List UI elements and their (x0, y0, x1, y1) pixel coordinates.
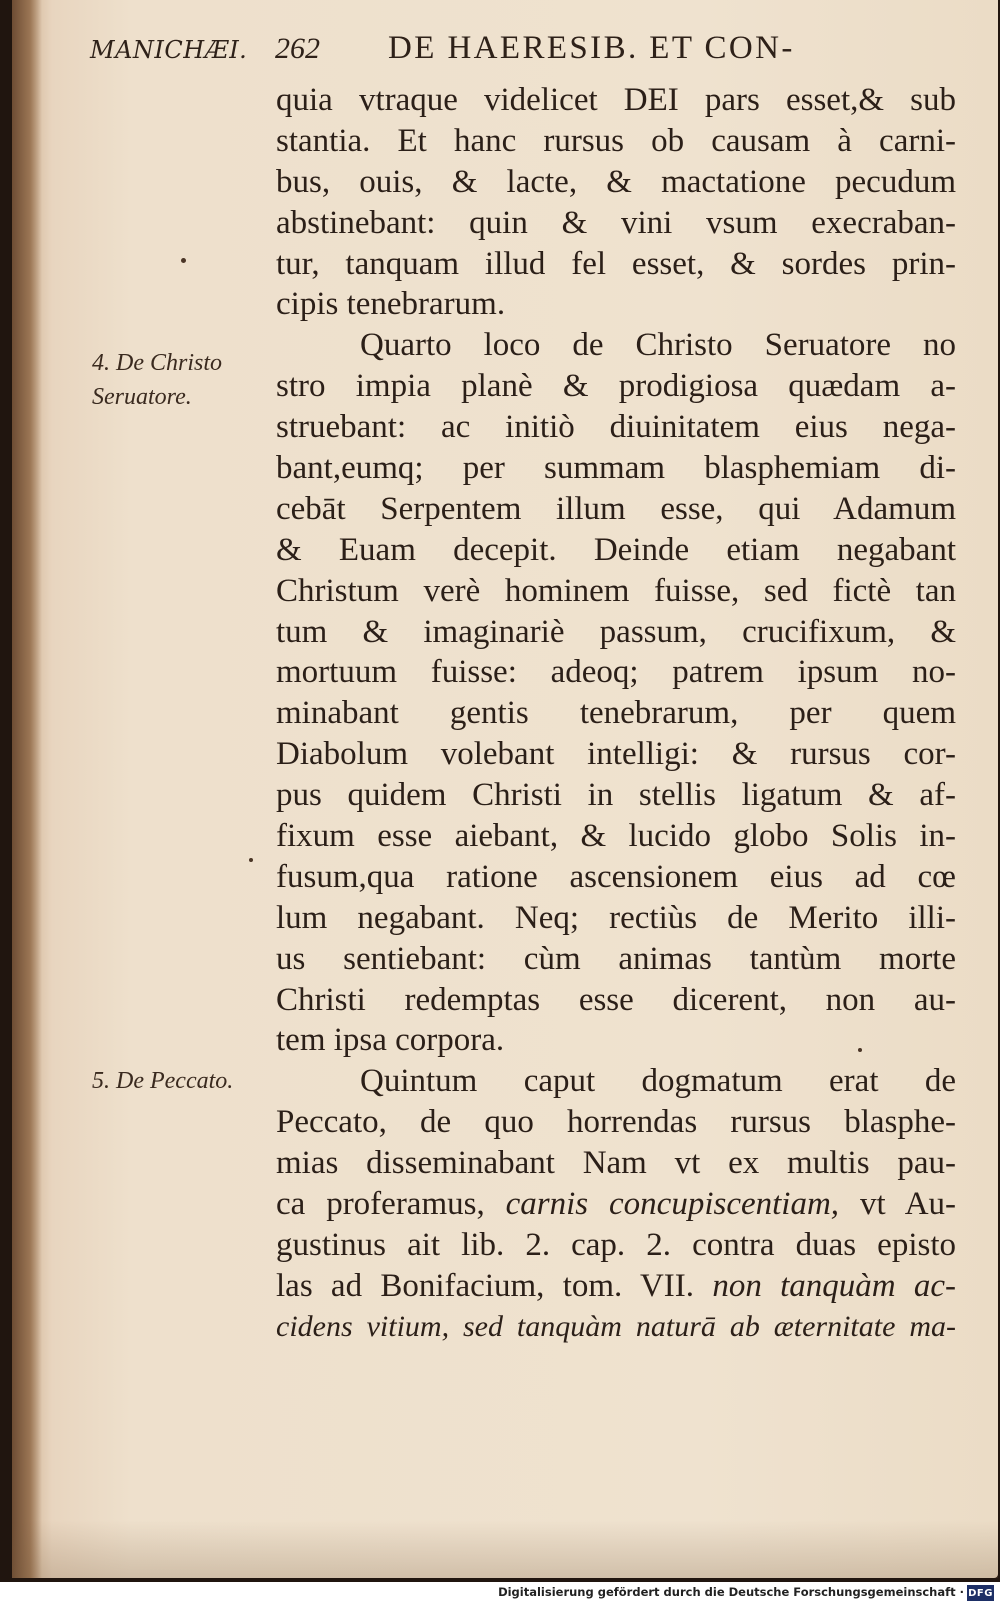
text-line: mias disseminabant Nam vt ex multis pau- (276, 1145, 956, 1182)
margin-note-peccato (92, 1064, 233, 1098)
paragraph-1 (276, 80, 956, 325)
ink-speck (249, 858, 253, 862)
text-line: Quarto loco de Christo Seruatore no (360, 327, 956, 364)
text-run: ca proferamus, (276, 1186, 485, 1223)
text-run: las ad Bonifacium, tom. VII. (276, 1267, 695, 1304)
text-line: bant,eumq; per summam blasphemiam di- (276, 450, 956, 487)
text-line: & Euam decepit. Deinde etiam negabant (276, 531, 956, 568)
text-line: lum negabant. Neq; rectiùs de Merito illi- (276, 899, 956, 936)
text-line: cipis tenebrarum. (276, 286, 506, 323)
running-head (90, 30, 970, 74)
paragraph-3 (276, 1061, 956, 1347)
text-line: us sentiebant: cùm animas tantùm morte (276, 940, 956, 977)
text-line: quia vtraque videlicet DEI pars esset,& sub (276, 82, 956, 118)
margin-note-line: Seruatore. (92, 384, 192, 410)
italic-quote-line: cidens vitium, sed tanquàm naturā ab æternitate ma- (276, 1309, 956, 1343)
text-line: Diabolum volebant intelligi: & rursus cor- (276, 736, 956, 773)
running-head-title: DE HAERESIB. ET CON- (388, 30, 795, 66)
text-line: cebāt Serpentem illum esse, qui Adamum (276, 490, 956, 527)
text-line: Christum verè hominem fuisse, sed fictè tan (276, 572, 956, 609)
footer-credit: Digitalisierung gefördert durch die Deutsche Forschungsgemeinschaft · (498, 1585, 964, 1599)
text-line (276, 1184, 956, 1225)
text-line (276, 1266, 956, 1307)
text-line: stantia. Et hanc rursus ob causam à carni- (276, 122, 956, 159)
italic-quote: carnis concupiscentiam, (505, 1186, 840, 1223)
paragraph-2 (276, 325, 956, 1061)
text-line: tur, tanquam illud fel esset, & sordes prin- (276, 245, 956, 282)
text-line: minabant gentis tenebrarum, per quem (276, 695, 956, 732)
text-line: struebant: ac initiò diuinitatem eius nega- (276, 409, 956, 446)
ink-speck (181, 258, 186, 263)
text-line: tum & imaginariè passum, crucifixum, & (276, 613, 956, 650)
text-line: Christi redemptas esse dicerent, non au- (276, 981, 956, 1018)
margin-note-line: 4. De Christo (92, 350, 223, 376)
text-line: tem ipsa corpora. (276, 1022, 505, 1059)
text-run: vt Au- (859, 1186, 957, 1223)
running-head-section: MANICHÆI. (90, 36, 248, 64)
margin-note-christo (92, 346, 222, 414)
text-line: fixum esse aiebant, & lucido globo Solis in- (276, 818, 956, 855)
page-number: 262 (275, 32, 320, 65)
margin-note-line: 5. De Peccato. (92, 1068, 234, 1094)
text-line: Quintum caput dogmatum erat de (360, 1063, 956, 1100)
text-line: abstinebant: quin & vini vsum execraban- (276, 204, 956, 241)
page-binding-edge (12, 0, 42, 1578)
text-line: Peccato, de quo horrendas rursus blasphe- (276, 1104, 956, 1141)
digitization-footer (0, 1582, 1000, 1605)
text-line: stro impia planè & prodigiosa quædam a- (276, 368, 956, 405)
page-bottom-shade (12, 1520, 998, 1578)
dfg-logo-icon: DFG (967, 1585, 994, 1601)
text-line: gustinus ait lib. 2. cap. 2. contra duas episto (276, 1226, 956, 1263)
body-text (276, 80, 956, 1348)
italic-quote: non tanquàm ac- (712, 1267, 957, 1304)
text-line: pus quidem Christi in stellis ligatum & af- (276, 777, 956, 814)
text-line: bus, ouis, & lacte, & mactatione pecudum (276, 163, 956, 200)
text-line: fusum,qua ratione ascensionem eius ad cœ (276, 858, 956, 895)
text-line: mortuum fuisse: adeoq; patrem ipsum no- (276, 654, 956, 691)
